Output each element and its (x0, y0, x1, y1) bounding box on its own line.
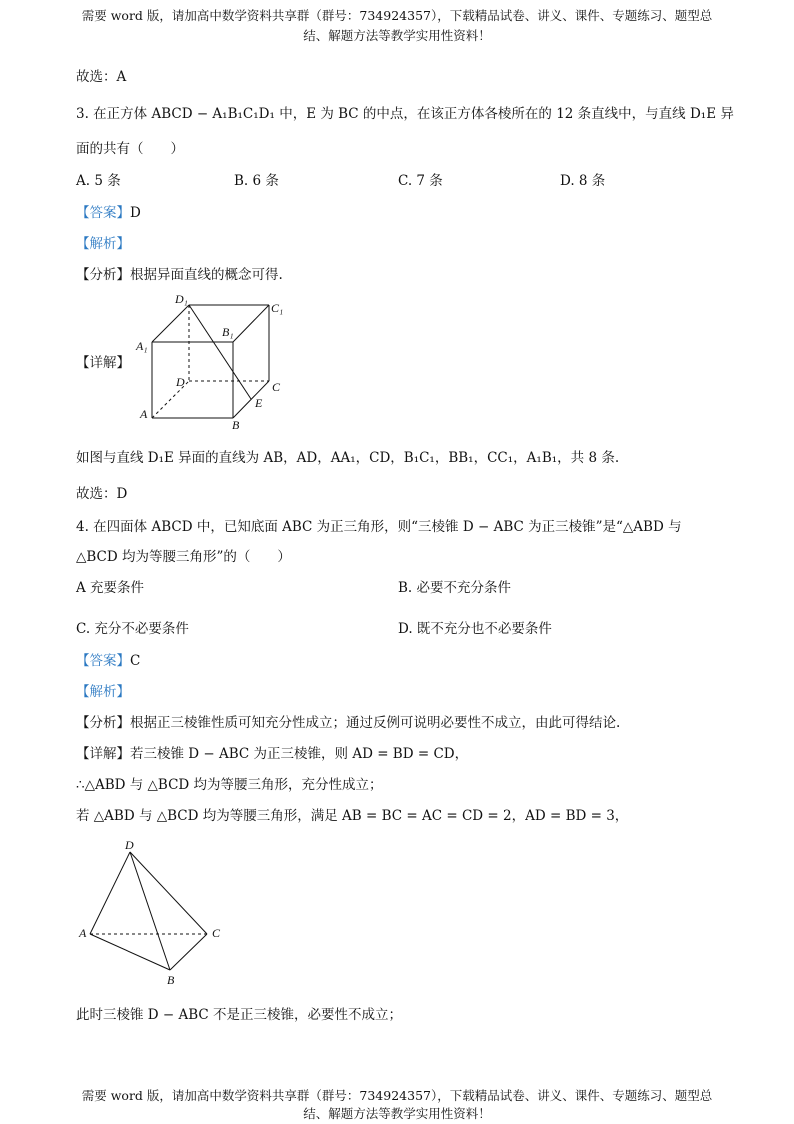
q3-conclusion: 如图与直线 D₁E 异面的直线为 AB，AD，AA₁，CD，B₁C₁，BB₁，CC₁，A₁B₁，共 8 条. (76, 450, 620, 466)
cube-label-d1: D₁ (175, 292, 188, 306)
cube-label-b1: B₁ (222, 325, 234, 339)
q3-option-d: D. 8 条 (560, 173, 606, 189)
cube-label-e: E (255, 396, 263, 410)
cube-label-b: B (232, 418, 240, 432)
tetra-label-a: A (79, 926, 87, 940)
tetra-label-b: B (167, 973, 175, 987)
q3-option-c: C. 7 条 (398, 173, 443, 189)
answer-value: D (130, 205, 141, 221)
cube-label-a1: A₁ (136, 339, 148, 353)
q3-stem-line-1: 3. 在正方体 ABCD − A₁B₁C₁D₁ 中，E 为 BC 的中点，在该正方体各棱所在的 12 条直线中，与直线 D₁E 异 (76, 106, 734, 122)
answer-tag: 【答案】 (76, 205, 130, 221)
fenxi-text: 根据异面直线的概念可得. (130, 267, 283, 283)
tetra-label-d: D (125, 838, 134, 852)
cube-label-d: D (176, 375, 185, 389)
q3-option-b: B. 6 条 (234, 173, 279, 189)
detail-text: 若三棱锥 D − ABC 为正三棱锥，则 AD = BD = CD， (130, 746, 469, 762)
q2-choice: 故选：A (76, 69, 127, 85)
fenxi-tag: 【分析】 (76, 267, 130, 283)
cube-label-c: C (272, 380, 281, 394)
analysis-tag: 【解析】 (76, 236, 130, 252)
footer-line-1: 需要 word 版，请加高中数学资料共享群（群号：734924357），下载精品试卷、讲义、课件、专题练习、题型总 (81, 1088, 713, 1103)
answer-tag: 【答案】 (76, 653, 130, 669)
header-line-1: 需要 word 版，请加高中数学资料共享群（群号：734924357），下载精品试卷、讲义、课件、专题练习、题型总 (81, 8, 713, 23)
q4-conclusion: 此时三棱锥 D − ABC 不是正三棱锥，必要性不成立； (76, 1007, 403, 1023)
q4-detail-line-3: 若 △ABD 与 △BCD 均为等腰三角形，满足 AB = BC = AC = CD = 2，AD = BD = 3， (76, 808, 629, 824)
q3-stem-line-2: 面的共有（ ） (76, 141, 184, 157)
q3-option-a: A. 5 条 (76, 173, 121, 189)
analysis-tag: 【解析】 (76, 684, 130, 700)
detail-tag: 【详解】 (76, 746, 130, 762)
q4-option-d: D. 既不充分也不必要条件 (398, 621, 552, 637)
q4-stem-line-1: 4. 在四面体 ABCD 中，已知底面 ABC 为正三角形，则“三棱锥 D − ABC 为正三棱锥”是“△ABD 与 (76, 519, 682, 535)
q4-option-b: B. 必要不充分条件 (398, 580, 512, 596)
answer-value: C (130, 653, 141, 669)
q4-stem-line-2: △BCD 均为等腰三角形”的（ ） (76, 549, 291, 565)
detail-tag: 【详解】 (76, 355, 130, 371)
header-line-2: 结、解题方法等教学实用性资料！ (303, 28, 491, 43)
q4-detail-line-2: ∴△ABD 与 △BCD 均为等腰三角形，充分性成立； (76, 777, 383, 793)
q3-choice: 故选：D (76, 486, 128, 502)
fenxi-tag: 【分析】 (76, 715, 130, 731)
q4-option-a: A 充要条件 (76, 580, 145, 596)
fenxi-text: 根据正三棱锥性质可知充分性成立；通过反例可说明必要性不成立，由此可得结论. (130, 715, 621, 731)
cube-label-c1: C₁ (271, 301, 284, 315)
footer-line-2: 结、解题方法等教学实用性资料！ (303, 1106, 491, 1121)
cube-label-a: A (140, 407, 148, 421)
tetra-label-c: C (212, 926, 221, 940)
q4-option-c: C. 充分不必要条件 (76, 621, 189, 637)
